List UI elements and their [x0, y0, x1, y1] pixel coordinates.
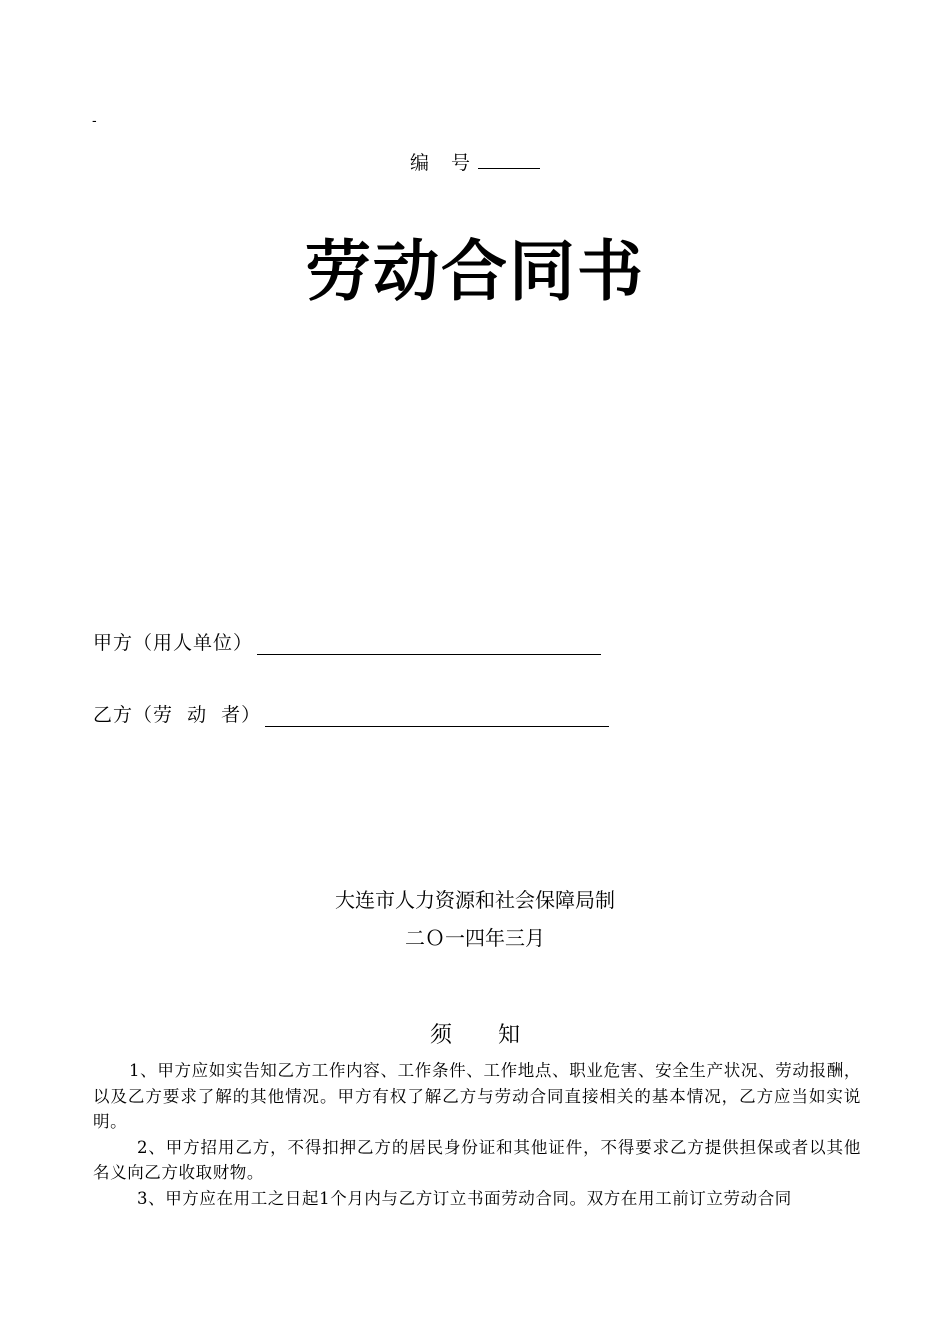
notice-item-2: 2、甲方招用乙方，不得扣押乙方的居民身份证和其他证件，不得要求乙方提供担保或者以其他名义向乙方收取财物。: [93, 1137, 861, 1182]
serial-number-label: 编 号: [409, 152, 479, 174]
notice-item-3: 3、甲方应在用工之日起1个月内与乙方订立书面劳动合同。双方在用工前订立劳动合同: [137, 1188, 792, 1208]
party-a-row: [93, 628, 601, 655]
party-a-blank[interactable]: [257, 632, 601, 655]
serial-number-blank[interactable]: [478, 150, 540, 169]
document-title: 劳动合同书: [305, 233, 645, 310]
notice-item-1: 1、甲方应如实告知乙方工作内容、工作条件、工作地点、职业危害、安全生产状况、劳动报酬，以及乙方要求了解的其他情况。甲方有权了解乙方与劳动合同直接相关的基本情况，乙方应当如实说明。: [93, 1061, 861, 1131]
party-b-blank[interactable]: [265, 704, 609, 727]
party-b-row: [93, 700, 609, 727]
party-a-label: 甲方（用人单位）: [93, 632, 254, 654]
notice-body: [93, 1058, 861, 1211]
issue-date: 二Ｏ一四年三月: [405, 926, 545, 950]
notice-heading: 须知: [429, 1023, 566, 1048]
issuer-name: 大连市人力资源和社会保障局制: [335, 888, 615, 912]
serial-number-field: [0, 148, 950, 175]
party-b-label: 乙方（劳 动 者）: [93, 704, 262, 726]
page-mark: -: [92, 112, 97, 128]
